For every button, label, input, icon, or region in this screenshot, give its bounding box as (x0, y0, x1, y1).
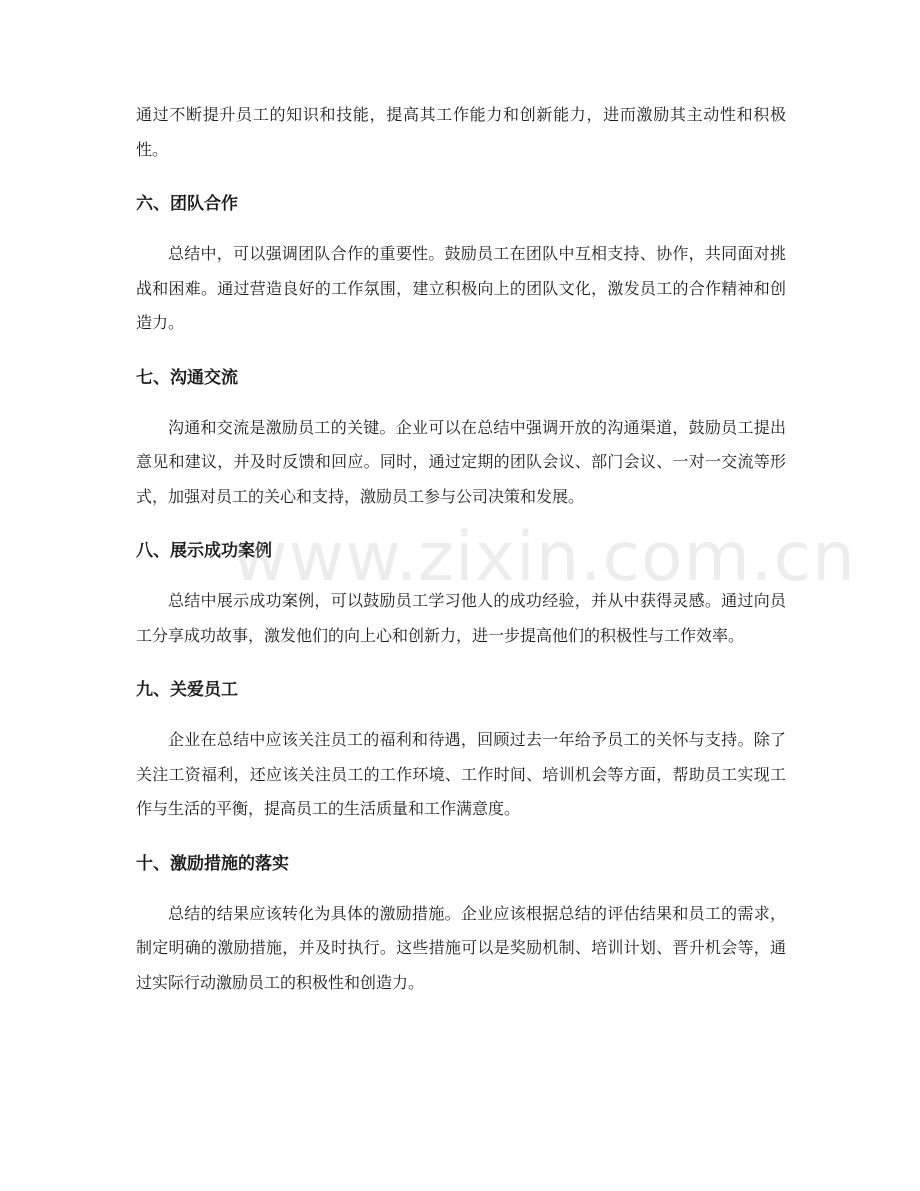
section-body: 总结中，可以强调团队合作的重要性。鼓励员工在团队中互相支持、协作，共同面对挑战和困难。通过营造良好的工作氛围，建立积极向上的团队文化，激发员工的合作精神和创造力。 (136, 244, 786, 332)
section-heading: 六、团队合作 (136, 194, 238, 214)
section-body: 总结中展示成功案例，可以鼓励员工学习他人的成功经验，并从中获得灵感。通过向员工分享成功故事，激发他们的向上心和创新力，进一步提高他们的积极性与工作效率。 (136, 591, 786, 645)
section-heading: 八、展示成功案例 (136, 541, 272, 561)
section-incentive-implementation (136, 847, 786, 1001)
section-team-cooperation (136, 187, 786, 341)
section-body: 企业在总结中应该关注员工的福利和待遇，回顾过去一年给予员工的关怀与支持。除了关注工资福利，还应该关注员工的工作环境、工作时间、培训机会等方面，帮助员工实现工作与生活的平衡，提高员工的生活质量和工作满意度。 (136, 730, 786, 818)
section-heading: 九、关爱员工 (136, 680, 238, 700)
section-heading: 七、沟通交流 (136, 367, 238, 388)
section-success-cases (136, 534, 786, 653)
section-employee-care (136, 673, 786, 827)
section-body: 沟通和交流是激励员工的关键。企业可以在总结中强调开放的沟通渠道，鼓励员工提出意见和建议，并及时反馈和回应。同时，通过定期的团队会议、部门会议、一对一交流等形式，加强对员工的关心和支持，激励员工参与公司决策和发展。 (136, 417, 786, 506)
document-content (136, 98, 856, 1020)
intro-paragraph: 通过不断提升员工的知识和技能，提高其工作能力和创新能力，进而激励其主动性和积极性。 (136, 105, 786, 159)
section-communication (136, 361, 786, 515)
watermark-text: www.zixin.com.cn (232, 518, 856, 597)
section-body: 总结的结果应该转化为具体的激励措施。企业应该根据总结的评估结果和员工的需求，制定明确的激励措施，并及时执行。这些措施可以是奖励机制、培训计划、晋升机会等，通过实际行动激励员工的积极性和创造力。 (136, 903, 786, 992)
section-heading: 十、激励措施的落实 (136, 853, 289, 874)
